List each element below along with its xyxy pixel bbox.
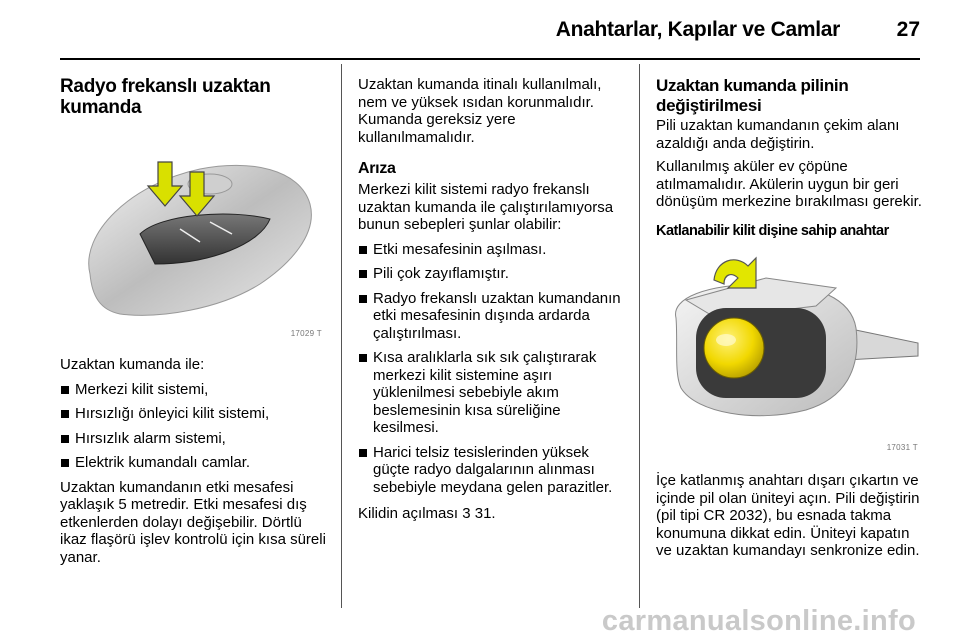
list-item: Elektrik kumandalı camlar. <box>60 454 326 472</box>
feature-list <box>60 381 326 472</box>
page-number: 27 <box>896 18 920 41</box>
fault-paragraph: Merkezi kilit sistemi radyo frekanslı uzaktan kumanda ile çalıştırılamıyorsa bunun sebepleri şunlar olabilir: <box>358 181 614 233</box>
battery-figure <box>656 248 922 458</box>
folding-key-label: Katlanabilir kilit dişine sahip anahtar <box>656 222 889 239</box>
column-1 <box>60 76 326 566</box>
remote-key-illustration <box>60 124 326 344</box>
crossref-page-link[interactable]: 31. <box>474 505 496 522</box>
header-rule <box>60 58 920 60</box>
chapter-title: Anahtarlar, Kapılar ve Camlar <box>555 18 840 41</box>
crossref-text: Kilidin açılması <box>358 505 459 522</box>
figure-code: 17031 T <box>886 442 918 452</box>
figure-code: 17029 T <box>290 328 322 338</box>
list-item: Etki mesafesinin aşılması. <box>358 241 622 259</box>
column-divider <box>639 64 640 608</box>
subheading-fault: Arıza <box>358 160 396 177</box>
list-item: Pili çok zayıflamıştır. <box>358 265 622 283</box>
care-paragraph: Uzaktan kumanda itinalı kullanılmalı, nem ve yüksek ısıdan korunmalıdır. Kumanda gereksiz yere kullanılmamalıdır. <box>358 76 602 146</box>
intro-text: Uzaktan kumanda ile: <box>60 356 205 373</box>
column-2 <box>358 76 622 523</box>
section-title-remote: Radyo frekanslı uzaktan kumanda <box>60 76 271 118</box>
list-item: Kısa aralıklarla sık sık çalıştırarak merkezi kilit sistemine aşırı yüklenilmesi sebebiyle akım beslemesinin kısa süreliğine kesilmesi. <box>358 349 622 437</box>
list-item: Harici telsiz tesislerinden yüksek güçte radyo dalgalarının alınması sebebiyle meydana gelen parazitler. <box>358 444 622 497</box>
battery-paragraph-2: Kullanılmış aküler ev çöpüne atılmamalıdır. Akülerin uygun bir geri dönüşüm merkezine bırakılması gerekir. <box>656 158 922 210</box>
section-title-battery: Uzaktan kumanda pilinin değiştirilmesi <box>656 76 849 115</box>
crossref <box>358 505 622 523</box>
battery-paragraph-3: İçe katlanmış anahtarı dışarı çıkartın ve içinde pil olan üniteyi açın. Pili değiştirin (pil tipi CR 2032), bu esnada takma konumuna dikkat edin. Üniteyi kapatın ve uzaktan kumandayı senkronize edin. <box>656 472 920 559</box>
list-item: Hırsızlığı önleyici kilit sistemi, <box>60 405 326 423</box>
range-paragraph: Uzaktan kumandanın etki mesafesi yaklaşık 5 metredir. Etki mesafesi dış etkenlerden dolayı değişebilir. Dörtlü ikaz flaşörü işlev kontrolü için kısa süreli yanar. <box>60 478 326 566</box>
fault-list <box>358 241 622 497</box>
crossref-arrow-icon: 3 <box>462 505 471 522</box>
remote-key-figure <box>60 124 326 344</box>
column-divider <box>341 64 342 608</box>
list-item: Radyo frekanslı uzaktan kumandanın etki mesafesinin dışında ardarda çalıştırılması. <box>358 290 622 343</box>
battery-replacement-illustration <box>656 248 922 458</box>
page-header <box>60 14 920 54</box>
list-item: Merkezi kilit sistemi, <box>60 381 326 399</box>
battery-paragraph-1: Pili uzaktan kumandanın çekim alanı azaldığı anda değiştirin. <box>656 117 900 152</box>
watermark: carmanualsonline.info <box>601 605 916 637</box>
list-item: Hırsızlık alarm sistemi, <box>60 430 326 448</box>
column-3 <box>656 76 922 560</box>
